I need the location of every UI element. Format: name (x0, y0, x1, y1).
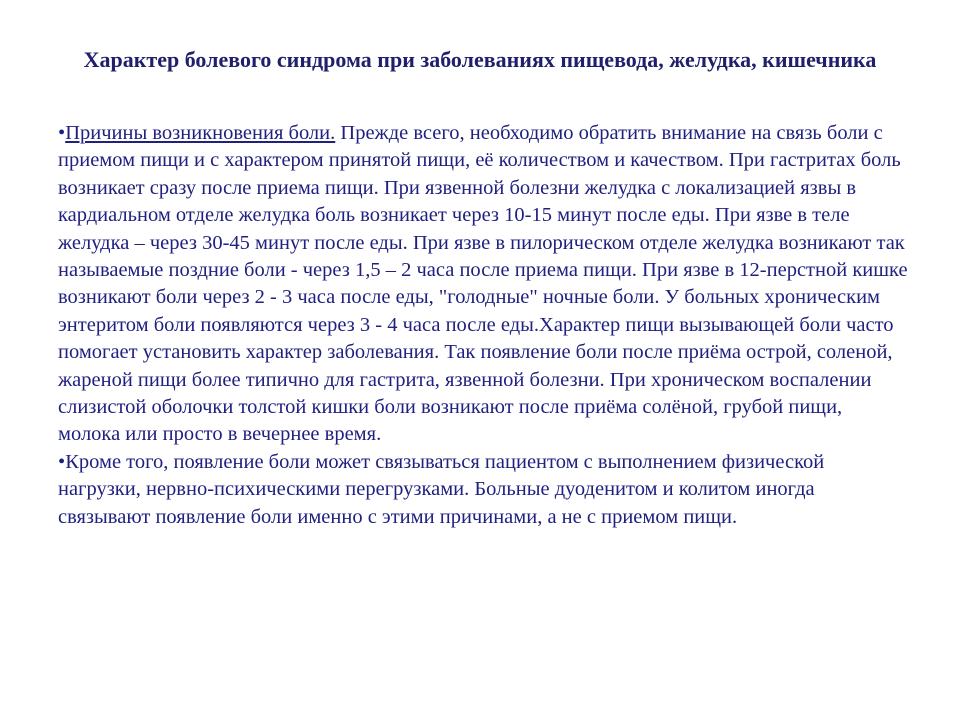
bullet-marker: • (58, 122, 66, 144)
bullet-marker: • (58, 450, 66, 473)
paragraph-other-causes (58, 449, 908, 531)
paragraph-pain-causes (58, 120, 908, 449)
paragraph-lead-heading: Причины возникновения боли. (65, 122, 336, 144)
slide-title: Характер болевого синдрома при заболеваниях пищевода, желудка, кишечника (83, 47, 877, 72)
slide-body (58, 120, 908, 531)
paragraph-text: Кроме того, появление боли может связываться пациентом с выполнением физической нагрузки, нервно-психическими перегрузками. Больные дуоденитом и колитом иногда связывают появление боли именно с этими причинами, а не с приемом пищи. (58, 450, 825, 528)
paragraph-text: Прежде всего, необходимо обратить внимание на связь боли с приемом пищи и с характером принятой пищи, её количеством и качеством. При гастритах боль возникает сразу после приема пищи. При язвенной болезни желудка с локализацией язвы в кардиальном отделе желудка боль возникает через 10-15 минут после еды. При язве в теле желудка – через 30-45 минут после еды. При язве в пилорическом отделе желудка возникают так называемые поздние боли - через 1,5 – 2 часа после приема пищи. При язве в 12-перстной кишке возникают боли через 2 - 3 часа после еды, "голодные" ночные боли. У больных хроническим энтеритом боли появляются через 3 - 4 часа после еды.Характер пищи вызывающей боли часто помогает установить характер заболевания. Так появление боли после приёма острой, соленой, жареной пищи более типично для гастрита, язвенной болезни. При хроническом воспалении слизистой оболочки толстой кишки боли возникают после приёма солёной, грубой пищи, молока или просто в вечернее время. (58, 122, 908, 446)
